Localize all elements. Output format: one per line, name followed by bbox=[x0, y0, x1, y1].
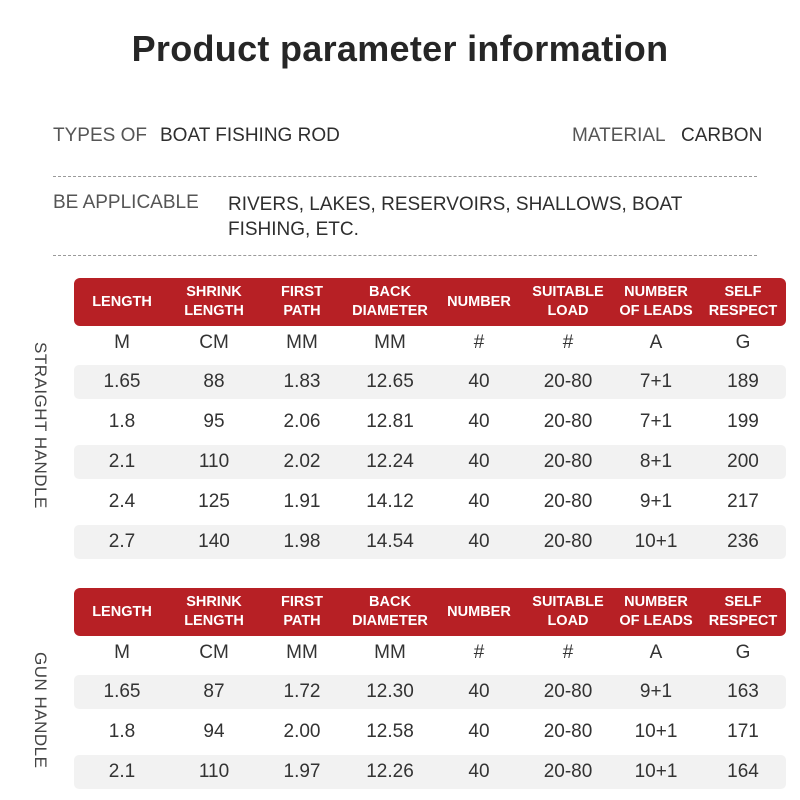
unit-cell: G bbox=[735, 642, 751, 663]
column-header-line: LENGTH bbox=[92, 293, 152, 310]
units-row bbox=[74, 636, 786, 670]
table-cell: 40 bbox=[468, 721, 490, 742]
table-cell: 7+1 bbox=[639, 371, 673, 392]
table-cell: 40 bbox=[468, 491, 490, 512]
table-row bbox=[74, 715, 786, 749]
divider bbox=[53, 255, 757, 256]
table-row bbox=[74, 525, 786, 559]
table-cell: 10+1 bbox=[634, 721, 678, 742]
unit-cell: A bbox=[649, 332, 663, 353]
table-cell: 2.4 bbox=[108, 491, 136, 512]
column-header-line: NUMBER bbox=[624, 594, 688, 610]
table-cell: 236 bbox=[727, 531, 759, 552]
table-cell: 110 bbox=[198, 761, 230, 782]
table-cell: 217 bbox=[727, 491, 759, 512]
table-cell: 1.91 bbox=[283, 491, 321, 512]
column-header bbox=[258, 588, 346, 636]
table-cell: 1.72 bbox=[283, 681, 321, 702]
column-header bbox=[612, 278, 700, 326]
table-cell: 14.12 bbox=[366, 491, 414, 512]
table-cell: 12.65 bbox=[366, 371, 414, 392]
table-cell: 40 bbox=[468, 451, 490, 472]
unit-cell: CM bbox=[199, 642, 229, 663]
table-cell: 12.24 bbox=[366, 451, 414, 472]
table-cell: 88 bbox=[203, 371, 225, 392]
table-cell: 20-80 bbox=[543, 681, 593, 702]
column-header-line: LENGTH bbox=[92, 603, 152, 620]
column-header-line: BACK bbox=[369, 594, 411, 610]
table-cell: 1.8 bbox=[108, 721, 136, 742]
unit-cell: MM bbox=[286, 332, 318, 353]
column-header-line: SUITABLE bbox=[532, 284, 604, 300]
table-cell: 20-80 bbox=[543, 371, 593, 392]
table-cell: 8+1 bbox=[639, 451, 673, 472]
table-cell: 40 bbox=[468, 761, 490, 782]
column-header-line: PATH bbox=[283, 613, 321, 629]
column-header-line: LOAD bbox=[547, 303, 589, 319]
unit-cell: CM bbox=[199, 332, 229, 353]
column-header-line: NUMBER bbox=[624, 284, 688, 300]
material-value: CARBON bbox=[681, 125, 763, 146]
table-cell: 140 bbox=[198, 531, 230, 552]
table-cell: 2.1 bbox=[108, 451, 136, 472]
column-header bbox=[346, 278, 434, 326]
column-header-line: LENGTH bbox=[184, 303, 244, 319]
table-row bbox=[74, 485, 786, 519]
table-cell: 20-80 bbox=[543, 411, 593, 432]
table-cell: 9+1 bbox=[639, 681, 673, 702]
column-header bbox=[700, 278, 786, 326]
table-cell: 40 bbox=[468, 681, 490, 702]
units-row bbox=[74, 326, 786, 360]
table-cell: 10+1 bbox=[634, 761, 678, 782]
table-cell: 2.06 bbox=[283, 411, 321, 432]
table-cell: 12.30 bbox=[366, 681, 414, 702]
column-header-line: PATH bbox=[283, 303, 321, 319]
table-cell: 1.97 bbox=[283, 761, 321, 782]
table-cell: 1.83 bbox=[283, 371, 321, 392]
column-header-line: OF LEADS bbox=[619, 303, 693, 319]
column-header-line: DIAMETER bbox=[352, 303, 428, 319]
column-header bbox=[74, 278, 170, 326]
column-header-line: RESPECT bbox=[708, 303, 778, 319]
table-cell: 1.8 bbox=[108, 411, 136, 432]
column-header bbox=[170, 278, 258, 326]
table-cell: 87 bbox=[203, 681, 225, 702]
table-cell: 9+1 bbox=[639, 491, 673, 512]
column-header bbox=[524, 278, 612, 326]
column-header-line: SHRINK bbox=[186, 284, 242, 300]
unit-cell: A bbox=[649, 642, 663, 663]
unit-cell: MM bbox=[286, 642, 318, 663]
table-cell: 20-80 bbox=[543, 451, 593, 472]
column-header-line: FIRST bbox=[281, 284, 323, 300]
page-title: Product parameter information bbox=[131, 28, 669, 69]
column-header-line: LOAD bbox=[547, 613, 589, 629]
table-cell: 2.02 bbox=[283, 451, 321, 472]
column-header-line: LENGTH bbox=[184, 613, 244, 629]
column-header-line: FIRST bbox=[281, 594, 323, 610]
table-cell: 199 bbox=[727, 411, 759, 432]
table-cell: 14.54 bbox=[366, 531, 414, 552]
table-cell: 12.81 bbox=[366, 411, 414, 432]
unit-cell: # bbox=[562, 332, 574, 353]
unit-cell: MM bbox=[374, 642, 406, 663]
unit-cell: M bbox=[114, 642, 130, 663]
table-cell: 1.98 bbox=[283, 531, 321, 552]
table-row bbox=[74, 405, 786, 439]
straight-handle-label: STRAIGHT HANDLE bbox=[31, 342, 50, 509]
column-header-line: DIAMETER bbox=[352, 613, 428, 629]
column-header-line: BACK bbox=[369, 284, 411, 300]
column-header-line: SELF bbox=[724, 284, 762, 300]
table-cell: 2.7 bbox=[108, 531, 136, 552]
column-header bbox=[74, 588, 170, 636]
table-row bbox=[74, 365, 786, 399]
column-header bbox=[700, 588, 786, 636]
column-header bbox=[612, 588, 700, 636]
table-cell: 12.58 bbox=[366, 721, 414, 742]
table-cell: 1.65 bbox=[103, 681, 141, 702]
table-cell: 20-80 bbox=[543, 761, 593, 782]
table-cell: 94 bbox=[203, 721, 225, 742]
types-value: BOAT FISHING ROD bbox=[160, 125, 340, 146]
column-header-line: OF LEADS bbox=[619, 613, 693, 629]
table-cell: 95 bbox=[203, 411, 225, 432]
table-cell: 20-80 bbox=[543, 721, 593, 742]
table-cell: 171 bbox=[727, 721, 759, 742]
table-cell: 20-80 bbox=[543, 491, 593, 512]
unit-cell: M bbox=[114, 332, 130, 353]
column-header-line: NUMBER bbox=[447, 603, 511, 620]
column-header-line: SELF bbox=[724, 594, 762, 610]
column-header bbox=[170, 588, 258, 636]
table-row bbox=[74, 675, 786, 709]
unit-cell: G bbox=[735, 332, 751, 353]
column-header-line: RESPECT bbox=[708, 613, 778, 629]
column-header-line: SHRINK bbox=[186, 594, 242, 610]
unit-cell: MM bbox=[374, 332, 406, 353]
table-row bbox=[74, 445, 786, 479]
column-header-line: SUITABLE bbox=[532, 594, 604, 610]
table-cell: 2.00 bbox=[283, 721, 321, 742]
table-header bbox=[74, 278, 786, 326]
column-header bbox=[524, 588, 612, 636]
table-cell: 2.1 bbox=[108, 761, 136, 782]
table-cell: 40 bbox=[468, 371, 490, 392]
table-cell: 1.65 bbox=[103, 371, 141, 392]
unit-cell: # bbox=[473, 642, 485, 663]
divider bbox=[53, 176, 757, 177]
gun-handle-label: GUN HANDLE bbox=[31, 652, 50, 769]
table-cell: 20-80 bbox=[543, 531, 593, 552]
table-cell: 110 bbox=[198, 451, 230, 472]
material-label: MATERIAL bbox=[572, 125, 666, 146]
column-header bbox=[258, 278, 346, 326]
table-cell: 189 bbox=[727, 371, 759, 392]
table-cell: 40 bbox=[468, 531, 490, 552]
column-header bbox=[434, 588, 524, 636]
column-header bbox=[346, 588, 434, 636]
table-cell: 40 bbox=[468, 411, 490, 432]
table-cell: 7+1 bbox=[639, 411, 673, 432]
table-header bbox=[74, 588, 786, 636]
unit-cell: # bbox=[473, 332, 485, 353]
table-cell: 12.26 bbox=[366, 761, 414, 782]
column-header-line: NUMBER bbox=[447, 293, 511, 310]
table-cell: 125 bbox=[198, 491, 230, 512]
table-cell: 10+1 bbox=[634, 531, 678, 552]
table-row bbox=[74, 755, 786, 789]
unit-cell: # bbox=[562, 642, 574, 663]
applicable-value: RIVERS, LAKES, RESERVOIRS, SHALLOWS, BOAT FISHING, ETC. bbox=[228, 194, 683, 240]
table-cell: 164 bbox=[727, 761, 759, 782]
types-label: TYPES OF bbox=[53, 125, 147, 146]
table-cell: 163 bbox=[727, 681, 759, 702]
table-cell: 200 bbox=[727, 451, 759, 472]
column-header bbox=[434, 278, 524, 326]
applicable-label: BE APPLICABLE bbox=[53, 192, 199, 213]
